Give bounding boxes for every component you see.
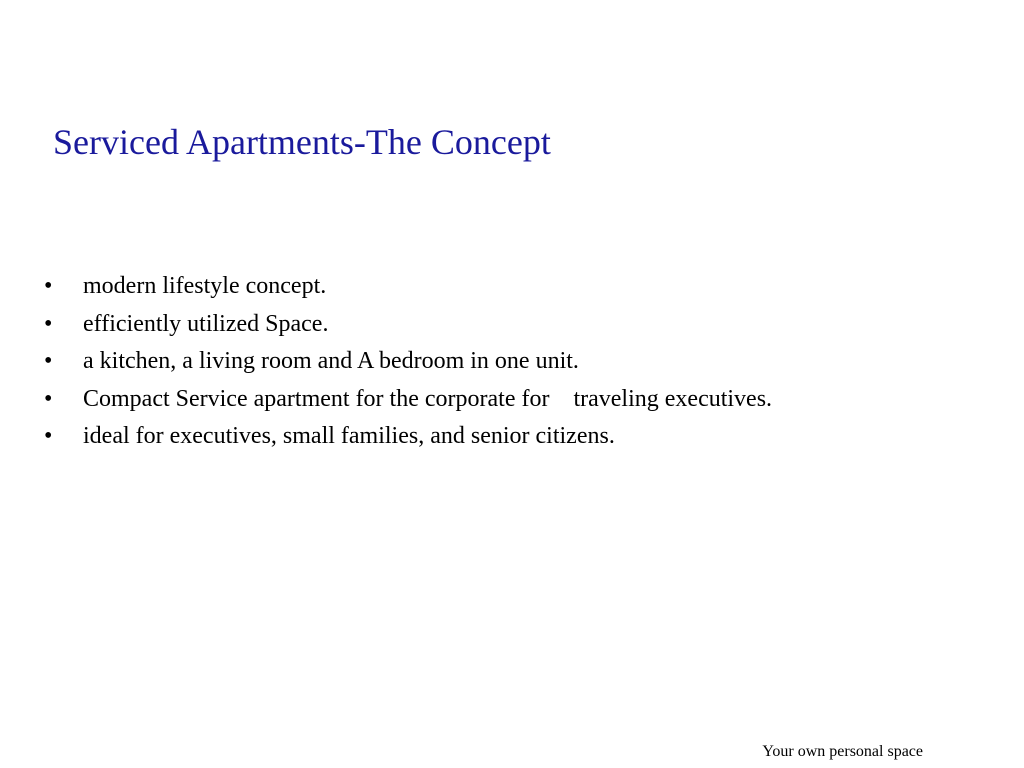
bullet-text: ideal for executives, small families, and senior citizens. xyxy=(83,423,615,449)
bullet-text: a kitchen, a living room and A bedroom in one unit. xyxy=(83,348,579,374)
bullet-icon: • xyxy=(44,423,53,449)
bullet-list xyxy=(40,268,772,456)
bullet-icon: • xyxy=(44,385,53,412)
bullet-text: modern lifestyle concept. xyxy=(83,273,327,299)
bullet-text: efficiently utilized Space. xyxy=(83,310,329,337)
bullet-icon: • xyxy=(44,348,53,374)
bullet-text: Compact Service apartment for the corporate for traveling executives. xyxy=(83,385,773,412)
bullet-item xyxy=(40,418,772,456)
bullet-icon: • xyxy=(44,310,53,337)
bullet-item xyxy=(40,268,772,306)
slide-title: Serviced Apartments-The Concept xyxy=(53,122,551,162)
bullet-item xyxy=(40,306,772,344)
slide-footer: Your own personal space xyxy=(762,743,923,760)
bullet-item xyxy=(40,381,772,419)
bullet-icon: • xyxy=(44,273,53,299)
bullet-item xyxy=(40,343,772,381)
